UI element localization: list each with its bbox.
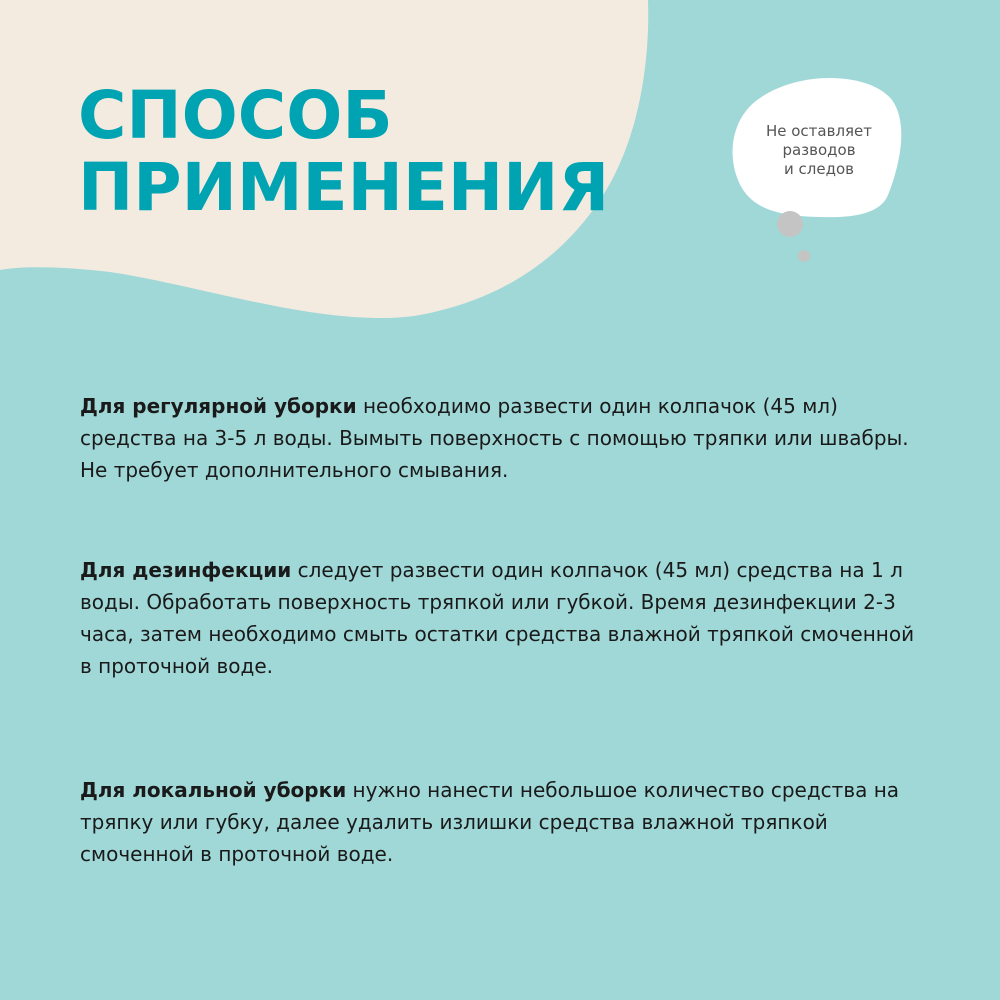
paragraph-local-cleaning [80, 774, 920, 870]
bubble-line-2: разводов [782, 141, 856, 159]
bubble-dot-large [777, 211, 803, 237]
bubble-dot-small [798, 250, 810, 262]
page-title [78, 77, 610, 226]
paragraph-body: следует развести один колпачок (45 мл) средства на 1 л воды. Обработать поверхность тряпкой или губкой. Время дезинфекции 2-3 часа, затем необходимо смыть остатки средства влажной тряпкой смоченной в проточной воде. [80, 558, 915, 678]
bubble-line-3: и следов [784, 160, 854, 178]
bubble-caption [738, 122, 900, 179]
paragraph-regular-cleaning [80, 390, 920, 486]
paragraph-lead: Для локальной уборки [80, 778, 347, 802]
title-line-2: ПРИМЕНЕНИЯ [78, 149, 610, 226]
paragraph-body: нужно нанести небольшое количество средства на тряпку или губку, далее удалить излишки средства влажной тряпкой смоченной в проточной воде. [80, 778, 900, 866]
paragraph-body: необходимо развести один колпачок (45 мл) средства на 3-5 л воды. Вымыть поверхность с помощью тряпки или швабры. Не требует дополнительного смывания. [80, 394, 909, 482]
paragraph-lead: Для дезинфекции [80, 558, 292, 582]
paragraph-lead: Для регулярной уборки [80, 394, 357, 418]
bubble-line-1: Не оставляет [765, 122, 873, 140]
paragraph-disinfection [80, 554, 920, 682]
title-line-1: СПОСОБ [78, 77, 393, 154]
